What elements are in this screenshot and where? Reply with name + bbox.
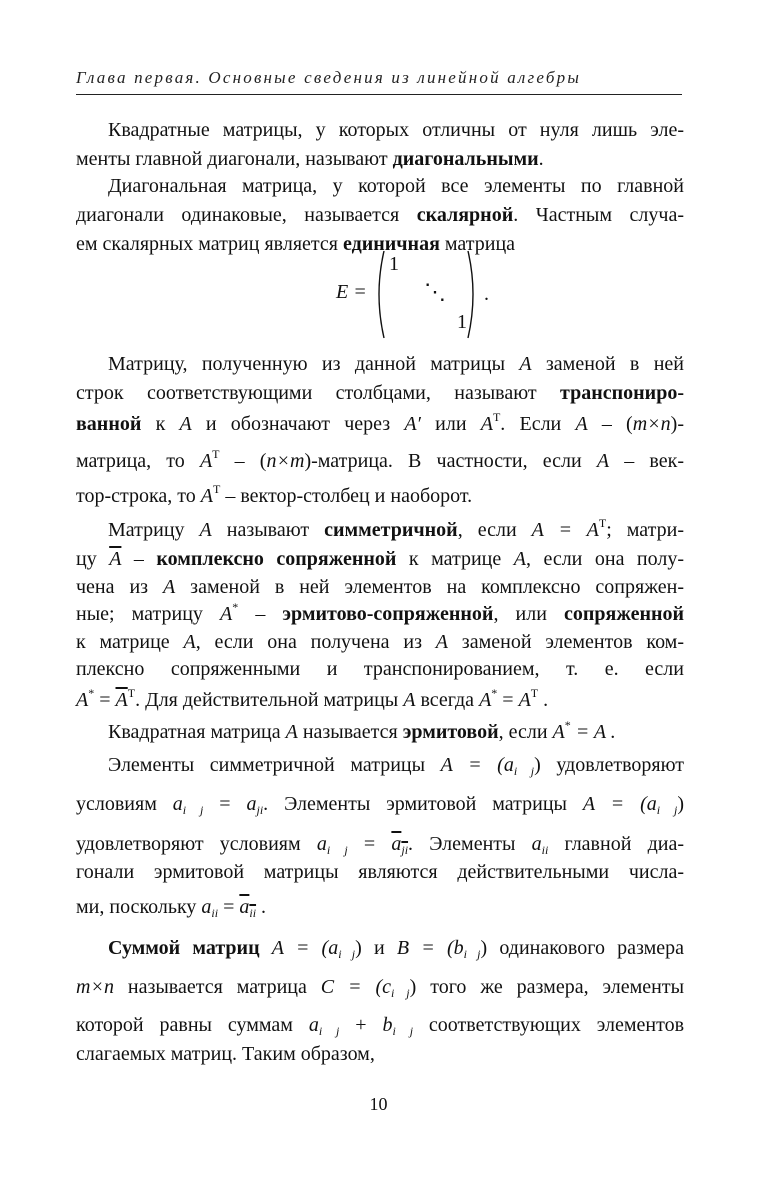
symmetric-line-3: чена из A заменой в ней элементов на комплексно сопряжен- (76, 576, 685, 598)
symmetric-line-5: к матрице A, если она получена из A заменой элементов ком- (76, 631, 684, 653)
matrix-bottom-entry: 1 (457, 311, 467, 333)
term-matrix-sum: Суммой матриц (108, 937, 260, 959)
page-number: 10 (369, 1094, 388, 1114)
scalar-line-2: диагонали одинаковые, называется скалярной. Частным случа- (76, 204, 685, 226)
sum-line-3: которой равны суммам $a_{i j} + b_{i j}$ соответствующих элементов (76, 1014, 685, 1038)
elements-line-2: условиям $a_{i j} = a_{ji}$. Элементы эрмитовой матрицы $A = (a_{i j})$ (76, 793, 685, 817)
transpose-line-4: матрица, то $A^T$ – (n×m)-матрица. В частности, если A – век- (76, 447, 684, 472)
term-identity: единичная (342, 233, 440, 255)
transpose-line-2: строк соответствующими столбцами, называют транспониро- (76, 382, 684, 404)
diagonal-line-1: Квадратные матрицы, у которых отличны от нуля лишь эле- (108, 119, 684, 141)
matrix-diagonal-dots: ⋱ (424, 279, 446, 304)
elements-line-3: удовлетворяют условиям $a_{i j} = a_{ji}$. Элементы $a_{ii}$ главной диа- (76, 833, 684, 857)
symmetric-line-6: плексно сопряженными и транспонированием, т. е. если (76, 658, 684, 680)
matrix-top-entry: 1 (389, 253, 399, 275)
symmetric-line-1: Матрицу A называют симметричной, если $A = A^T$; матри- (108, 516, 684, 541)
term-hermitian-conjugate: эрмитово-сопряженной (282, 603, 494, 625)
transpose-line-3: ванной к A и обозначают через A′ или $A^T$. Если A – (m×n)- (76, 410, 684, 435)
hermitian-line-1: Квадратная матрица A называется эрмитовой, если A* = A . (108, 718, 616, 743)
term-symmetric: симметричной (324, 519, 458, 541)
term-hermitian: эрмитовой (402, 721, 499, 743)
sum-line-4: слагаемых матриц. Таким образом, (76, 1043, 375, 1065)
diagonal-line-2: менты главной диагонали, называют диагональными. (76, 148, 544, 170)
symmetric-line-7: $A^* = \overline{A}^T$. Для действительной матрицы A всегда $A^* = A^T$ . (76, 686, 549, 711)
scalar-line-3: ем скалярных матриц является единичная матрица (76, 233, 516, 255)
scalar-line-1: Диагональная матрица, у которой все элементы по главной (108, 175, 684, 197)
elements-line-5: ми, поскольку $a_{ii} = a_{ii}$ . (76, 896, 267, 920)
term-transposed: транспониро- (560, 382, 684, 404)
sum-line-1: Суммой матриц $A = (a_{i j})$ и $B = (b_{i j})$ одинакового размера (108, 937, 685, 961)
term-diagonal: диагональными (392, 148, 539, 170)
term-conjugate: сопряженной (564, 603, 685, 625)
sum-line-2: m×n называется матрица $C = (c_{i j})$ того же размера, элементы (76, 976, 685, 1000)
elements-line-1: Элементы симметричной матрицы $A = (a_{i j})$ удовлетворяют (108, 754, 685, 778)
running-header: Глава первая. Основные сведения из линейной алгебры (76, 68, 682, 95)
term-complex-conjugate: комплексно сопряженной (156, 548, 397, 570)
identity-matrix: E = 1 ⋱ 1 . (336, 247, 496, 342)
term-scalar: скалярной (416, 204, 514, 226)
elements-line-4: гонали эрмитовой матрицы являются действительными числа- (76, 861, 684, 883)
transpose-line-1: Матрицу, полученную из данной матрицы A заменой в ней (108, 353, 684, 375)
symmetric-line-4: ные; матрицу A* – эрмитово-сопряженной, или сопряженной (76, 600, 685, 625)
transpose-line-5: тор-строка, то $A^T$ – вектор-столбец и наоборот. (76, 482, 473, 507)
symmetric-line-2: цу $\overline{A}$ – комплексно сопряженной к матрице A, если она полу- (76, 548, 685, 570)
